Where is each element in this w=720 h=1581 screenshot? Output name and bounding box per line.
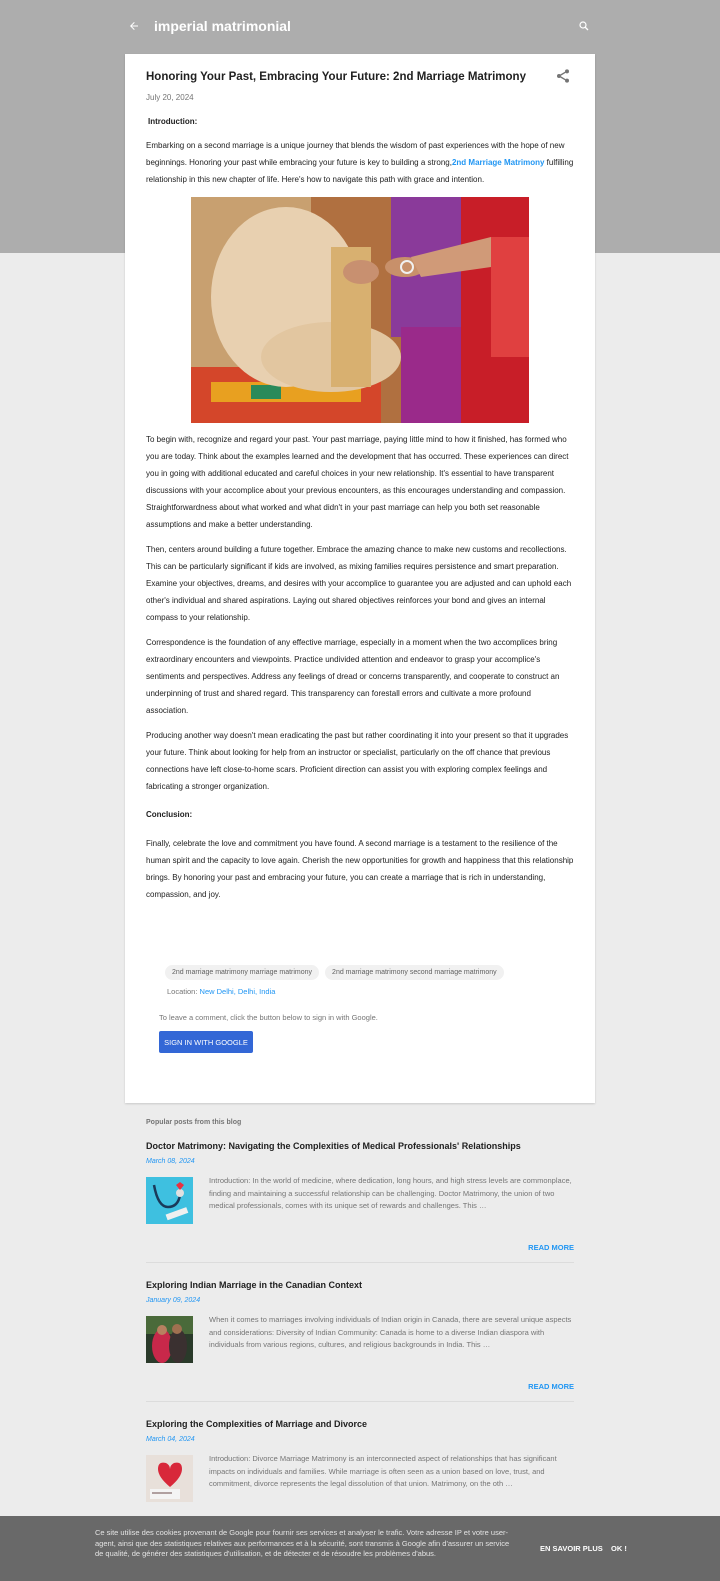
popular-posts bbox=[146, 1119, 574, 1541]
cookie-notice-text: Ce site utilise des cookies provenant de Google pour fournir ses services et analyser le trafic. Votre adresse IP et votre user-agent, ainsi que des statistiques relatives aux performances et à la sécurité, sont transmis à Google afin d'assurer un service de qualité, de générer des statistiques d'utilisation, et de détecter et de résoudre les problèmes d'abus. bbox=[95, 1528, 510, 1558]
app-bar bbox=[124, 10, 594, 42]
matrimony-link[interactable]: 2nd Marriage Matrimony bbox=[451, 158, 545, 167]
post-location bbox=[167, 987, 275, 996]
label-chip[interactable]: 2nd marriage matrimony marriage matrimony bbox=[165, 965, 319, 980]
accept-cookies-button[interactable]: OK ! bbox=[611, 1544, 627, 1553]
popular-post-title[interactable]: Exploring the Complexities of Marriage and Divorce bbox=[146, 1419, 368, 1429]
popular-posts-heading: Popular posts from this blog bbox=[146, 1119, 242, 1126]
popular-post-snippet: Introduction: Divorce Marriage Matrimony is an interconnected aspect of relationships that has significant impacts on individuals and families. While marriage is often seen as a union based on love, trust, and commitment, divorce represents the legal dissolution of that union. Matrimony, on the oth … bbox=[209, 1454, 557, 1488]
intro-text-after: fulfilling relationship in this new chapter of life. Here's how to navigate this path with grace and intention. bbox=[146, 158, 574, 184]
comment-hint: To leave a comment, click the button below to sign in with Google. bbox=[159, 1013, 378, 1022]
popular-post-title[interactable]: Doctor Matrimony: Navigating the Complexities of Medical Professionals' Relationships bbox=[146, 1141, 521, 1151]
conclusion-heading: Conclusion: bbox=[146, 810, 193, 819]
popular-post-snippet: When it comes to marriages involving individuals of Indian origin in Canada, there are several unique aspects and considerations: Diversity of Indian Community: Canada is home to a diverse Indian diaspora with individuals from various regions, cultures, and religious backgrounds in India. This … bbox=[209, 1315, 572, 1349]
popular-post bbox=[146, 1140, 574, 1263]
popular-post-content bbox=[146, 1177, 574, 1224]
popular-post bbox=[146, 1279, 574, 1402]
popular-post-thumbnail[interactable] bbox=[146, 1316, 193, 1363]
conclusion-paragraph: Finally, celebrate the love and commitment you have found. A second marriage is a testament to the resilience of the human spirit and the capacity to love again. Cherish the new opportunities for growth and happiness that this relationship brings. By honoring your past and embracing your future, you can create a marriage that is rich in understanding, compassion, and joy. bbox=[146, 839, 574, 899]
intro-heading: Introduction: bbox=[148, 117, 198, 126]
blog-title[interactable]: imperial matrimonial bbox=[154, 18, 291, 34]
arrow-back-icon[interactable] bbox=[124, 16, 144, 36]
post-labels bbox=[165, 965, 504, 980]
body-paragraph-2: Then, centers around building a future together. Embrace the amazing chance to make new customs and recollections. This can be particularly significant if kids are involved, as mixing families requires persistence and smart preparation. Examine your objectives, dreams, and desires with your accomplice to guarantee you are adjusted and can uphold each other's individual and shared aspirations. Laying out shared objectives reinforces your bond and gives an internal compass to your relationship. bbox=[146, 545, 572, 622]
popular-post-content bbox=[146, 1316, 574, 1363]
divider bbox=[146, 1401, 574, 1402]
learn-more-button[interactable]: EN SAVOIR PLUS bbox=[540, 1544, 603, 1553]
intro-paragraph bbox=[146, 137, 574, 188]
wedding-photo bbox=[191, 197, 529, 423]
post-body bbox=[146, 114, 574, 903]
share-icon[interactable] bbox=[555, 68, 573, 86]
search-icon[interactable] bbox=[574, 16, 594, 36]
popular-post-snippet: Introduction: In the world of medicine, where dedication, long hours, and high stress levels are commonplace, finding and maintaining a successful relationship can be challenging. Doctor Matrimony, the union of two medical professionals, comes with its unique set of rewards and challenges. This … bbox=[209, 1176, 572, 1210]
popular-post-thumbnail[interactable] bbox=[146, 1177, 193, 1224]
location-link[interactable]: New Delhi, Delhi, India bbox=[199, 987, 276, 996]
popular-post-date: March 08, 2024 bbox=[146, 1158, 195, 1165]
body-paragraph-1: To begin with, recognize and regard your past. Your past marriage, paying little mind to how it finished, has formed who you are today. Think about the examples learned and the development that has occurred. These experiences can direct you in going with additional educated and careful choices in your new relationship. It's essential to have transparent discussions with your accomplice about your previous encounters, as this encourages understanding and compassion. Straightforwardness about what worked and what didn't in your past marriage can help you both set reasonable assumptions and make a better understanding. bbox=[146, 435, 569, 529]
post-card bbox=[125, 54, 595, 1103]
popular-post-date: January 09, 2024 bbox=[146, 1297, 201, 1304]
location-label: Location: bbox=[167, 987, 198, 996]
post-title: Honoring Your Past, Embracing Your Future: 2nd Marriage Matrimony bbox=[146, 71, 526, 83]
divider bbox=[146, 1262, 574, 1263]
body-paragraph-3: Correspondence is the foundation of any effective marriage, especially in a moment when the two accomplices bring extraordinary encounters and viewpoints. Practice undivided attention and endeavor to grasp your accomplice's sentiments and perspectives. Address any feelings of dread or concerns transparently, and cooperate to construct an underpinning of trust and shared regard. This transparency can forestall errors and cultivate a more profound association. bbox=[146, 638, 560, 715]
popular-post-title[interactable]: Exploring Indian Marriage in the Canadian Context bbox=[146, 1280, 363, 1290]
label-chip[interactable]: 2nd marriage matrimony second marriage matrimony bbox=[325, 965, 504, 980]
popular-post-content bbox=[146, 1455, 574, 1502]
popular-post-thumbnail[interactable] bbox=[146, 1455, 193, 1502]
body-paragraph-4: Producing another way doesn't mean eradicating the past but rather coordinating it into your present so that it upgrades your future. Think about looking for help from an instructor or specialist, particularly on the off chance that previous connections have left close-to-home scars. Proficient direction can assist you with exploring complex feelings and fabricating a stronger organization. bbox=[146, 731, 569, 791]
intro-text-before: Embarking on a second marriage is a unique journey that blends the wisdom of past experiences with the hope of new beginnings. Honoring your past while embracing your future is key to building a strong, bbox=[146, 141, 565, 167]
post-date: July 20, 2024 bbox=[146, 93, 194, 102]
read-more-link[interactable]: READ MORE bbox=[528, 1382, 574, 1391]
app-bar-left bbox=[124, 16, 291, 36]
read-more-link[interactable]: READ MORE bbox=[528, 1243, 574, 1252]
sign-in-with-google-button[interactable]: SIGN IN WITH GOOGLE bbox=[159, 1031, 253, 1053]
cookie-banner bbox=[0, 1516, 720, 1581]
popular-post-date: March 04, 2024 bbox=[146, 1436, 195, 1443]
